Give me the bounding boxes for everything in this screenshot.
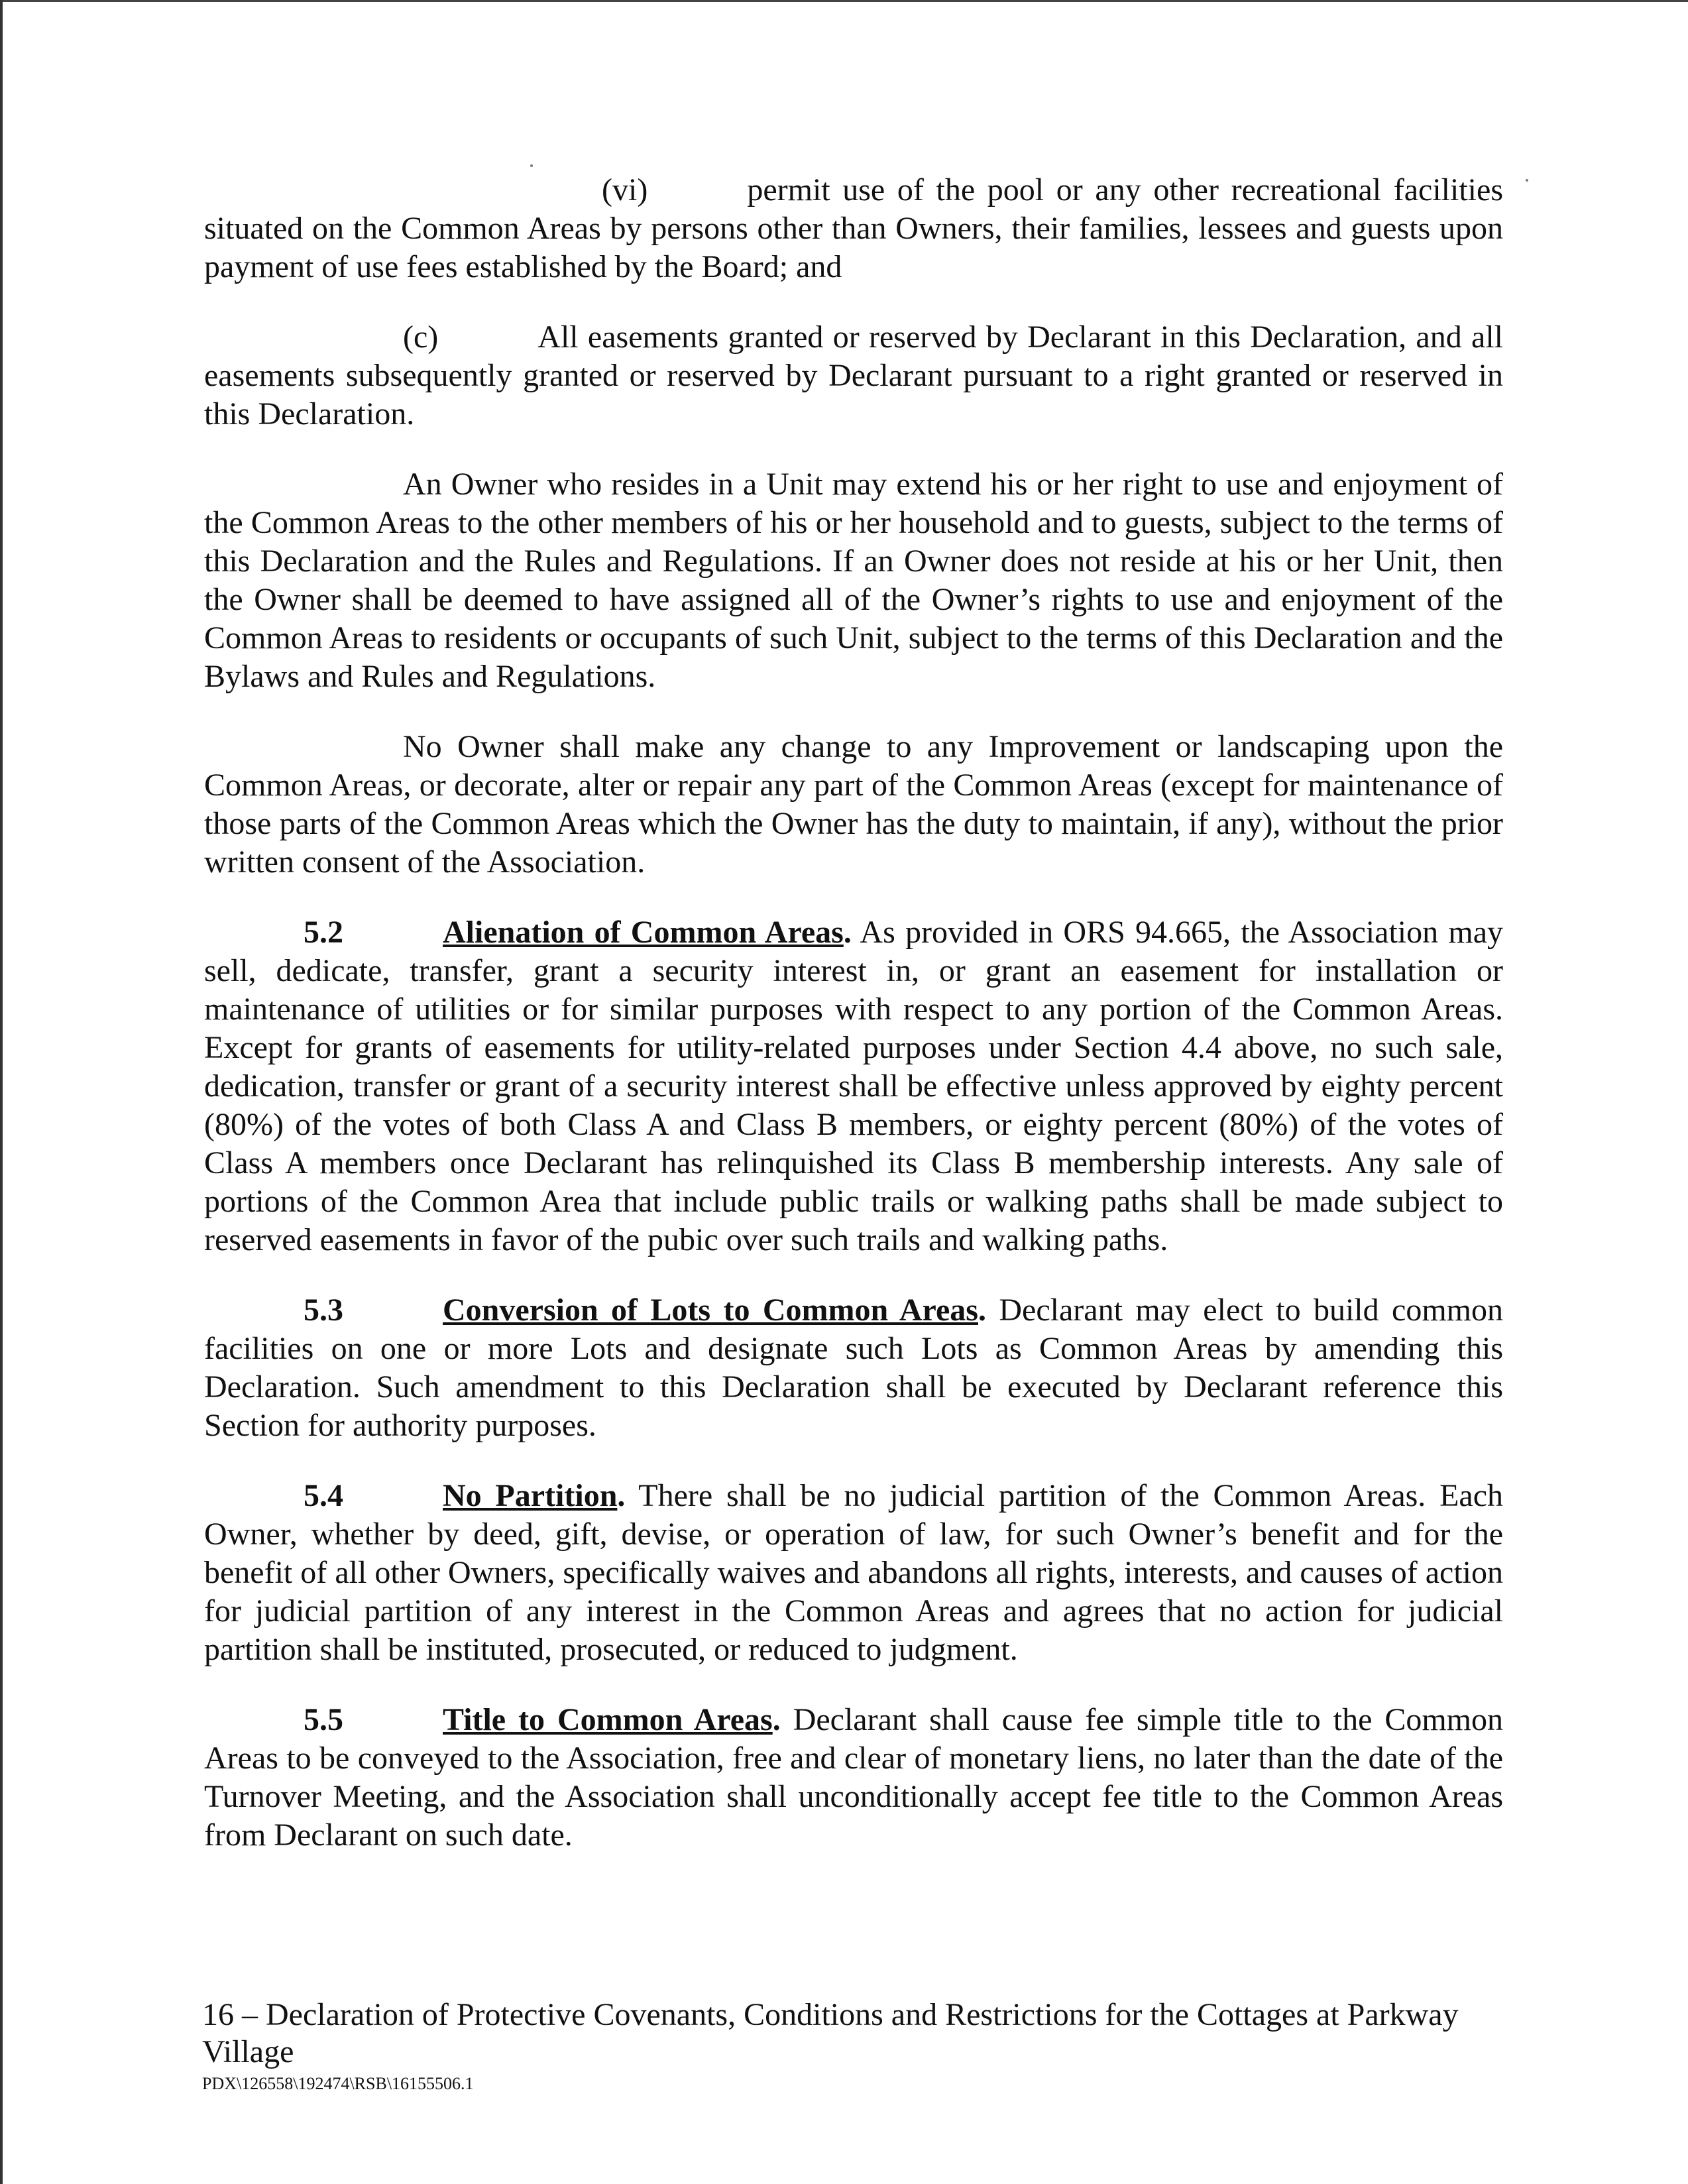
section-text: Declarant may elect to build common facilities on one or more Lots and designate such Lots as Common Areas by amending this Declaration. Such amendment to this Declaration shall be executed by Declarant reference this Section for authority purposes. (204, 1293, 1504, 1443)
section-title-end: . (978, 1293, 986, 1328)
scan-speck (530, 164, 533, 167)
footer-title: 16 – Declaration of Protective Covenants, Conditions and Restrictions for the Cottages at Parkway Village (202, 1997, 1459, 2069)
section-5-3 (204, 1291, 1503, 1445)
paragraph-c (204, 318, 1503, 433)
section-text: As provided in ORS 94.665, the Association may sell, dedicate, transfer, grant a security interest in, or grant an easement for installation or maintenance of utilities or for similar purposes with respect to any portion of the Common Areas. Except for grants of easements for utility-related purposes under Section 4.4 above, no such sale, dedication, transfer or grant of a security interest shall be effective unless approved by eighty percent (80%) of the votes of both Class A and Class B members, or eighty percent (80%) of the votes of Class A members once Declarant has relinquished its Class B membership interests. Any sale of portions of the Common Area that include public trails or walking paths shall be made subject to reserved easements in favor of the pubic over such trails and walking paths. (204, 915, 1503, 1257)
section-number: 5.5 (304, 1702, 343, 1737)
section-title: Conversion of Lots to Common Areas (443, 1293, 978, 1328)
scan-edge-top (0, 0, 1688, 2)
paragraph-vi-text: permit use of the pool or any other recreational facilities situated on the Common Areas by persons other than Owners, their families, lessees and guests upon payment of use fees established by the Board; and (204, 172, 1503, 284)
section-title: No Partition (443, 1478, 618, 1513)
section-number: 5.4 (304, 1478, 343, 1513)
section-title: Alienation of Common Areas (443, 915, 844, 950)
paragraph-vi-label: (vi) (602, 172, 648, 207)
document-body (204, 171, 1503, 1886)
paragraph-owner-extend: An Owner who resides in a Unit may extend his or her right to use and enjoyment of the Common Areas to the other members of his or her household and to guests, subject to the terms of this Declaration and the Rules and Regulations. If an Owner does not reside at his or her Unit, then the Owner shall be deemed to have assigned all of the Owner’s rights to use and enjoyment of the Common Areas to residents or occupants of such Unit, subject to the terms of this Declaration and the Bylaws and Rules and Regulations. (204, 467, 1503, 694)
section-title-end: . (772, 1702, 781, 1737)
scan-edge-left (0, 0, 3, 2184)
section-title-end: . (617, 1478, 626, 1513)
section-text: There shall be no judicial partition of the Common Areas. Each Owner, whether by deed, gift, devise, or operation of law, for such Owner’s benefit and for the benefit of all other Owners, specifically waives and abandons all rights, interests, and causes of action for judicial partition of any interest in the Common Areas and agrees that no action for judicial partition shall be instituted, prosecuted, or reduced to judgment. (204, 1478, 1504, 1667)
section-title: Title to Common Areas (443, 1702, 773, 1737)
paragraph-no-change: No Owner shall make any change to any Improvement or landscaping upon the Common Areas, or decorate, alter or repair any part of the Common Areas (except for maintenance of those parts of the Common Areas which the Owner has the duty to maintain, if any), without the prior written consent of the Association. (204, 729, 1503, 880)
section-title-end: . (843, 915, 852, 950)
section-number: 5.3 (304, 1293, 343, 1328)
paragraph-vi (204, 171, 1503, 286)
section-text: Declarant shall cause fee simple title to the Common Areas to be conveyed to the Association, free and clear of monetary liens, no later than the date of the Turnover Meeting, and the Association shall unconditionally accept fee title to the Common Areas from Declarant on such date. (204, 1702, 1504, 1853)
section-5-4 (204, 1477, 1503, 1669)
paragraph-c-label: (c) (403, 319, 439, 355)
section-5-5 (204, 1701, 1503, 1855)
scan-speck (1526, 179, 1528, 182)
footer-document-reference: PDX\126558\192474\RSB\16155506.1 (202, 2074, 474, 2093)
section-number: 5.2 (304, 915, 343, 950)
page-footer (202, 1996, 1501, 2096)
paragraph-c-text: All easements granted or reserved by Declarant in this Declaration, and all easements subsequently granted or reserved by Declarant pursuant to a right granted or reserved in this Declaration. (204, 319, 1503, 431)
section-5-2 (204, 913, 1503, 1259)
